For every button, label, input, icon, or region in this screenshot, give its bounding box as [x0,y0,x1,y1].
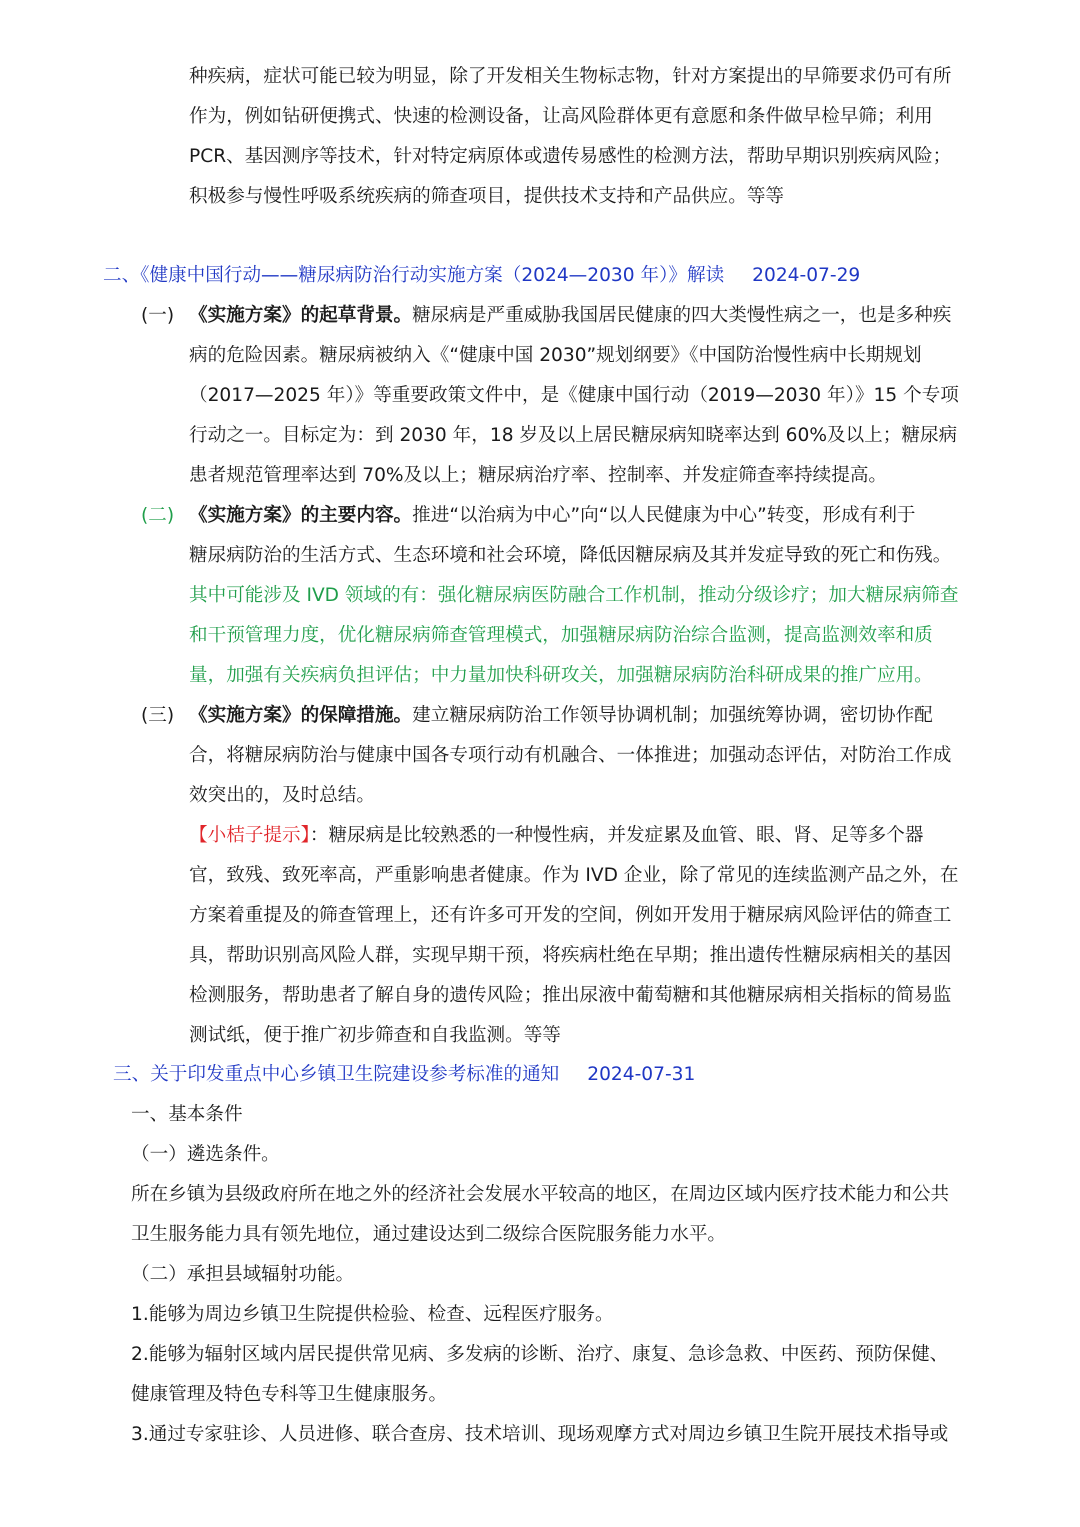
text-line: 合，将糖尿病防治与健康中国各专项行动有机融合、一体推进；加强动态评估，对防治工作成 [189,745,952,766]
text-line: 患者规范管理率达到 70%及以上；糖尿病治疗率、控制率、并发症筛查率持续提高。 [189,465,888,486]
subheading: 一、基本条件 [131,1104,243,1125]
item-marker: (三) [141,705,175,726]
text-line: 检测服务，帮助患者了解自身的遗传风险；推出尿液中葡萄糖和其他糖尿病相关指标的简易监 [189,985,952,1006]
text-line: 作为，例如钻研便携式、快速的检测设备，让高风险群体更有意愿和条件做早检早筛；利用 [189,106,933,127]
item-text: 建立糖尿病防治工作领导协调机制；加强统筹协调，密切协作配 [412,705,933,726]
highlight-line: 其中可能涉及 IVD 领域的有：强化糖尿病医防融合工作机制，推动分级诊疗；加大糖尿病筛查 [189,585,959,606]
text-line: 效突出的，及时总结。 [189,785,375,806]
text-line: 方案着重提及的筛查管理上，还有许多可开发的空间，例如开发用于糖尿病风险评估的筛查工 [189,905,952,926]
section-heading [113,1063,695,1087]
section-title: 二、《健康中国行动——糖尿病防治行动实施方案（2024—2030 年）》解读 [103,265,725,286]
text-line: PCR、基因测序等技术，针对特定病原体或遗传易感性的检测方法，帮助早期识别疾病风险； [189,146,952,167]
tip-label: 【小桔子提示】 [189,825,310,846]
section-date: 2024-07-29 [752,265,861,286]
text-line [189,304,951,328]
highlight-line: 和干预管理力度，优化糖尿病筛查管理模式，加强糖尿病防治综合监测，提高监测效率和质 [189,625,933,646]
text-line: （2017—2025 年）》等重要政策文件中，是《健康中国行动（2019—2030 年）》15 个专项 [189,385,959,406]
text-line [189,504,916,528]
item-title: 《实施方案》的起草背景。 [189,305,413,326]
item-marker: (一) [141,305,175,326]
item-title: 《实施方案》的主要内容。 [189,505,413,526]
text-line [189,824,923,848]
section-title: 三、关于印发重点中心乡镇卫生院建设参考标准的通知 [113,1064,560,1085]
item-title: 《实施方案》的保障措施。 [189,705,413,726]
tip-text: ：糖尿病是比较熟悉的一种慢性病，并发症累及血管、眼、肾、足等多个器 [309,825,924,846]
subheading: （二）承担县域辐射功能。 [131,1264,355,1285]
text-line: 种疾病，症状可能已较为明显，除了开发相关生物标志物，针对方案提出的早筛要求仍可有所 [189,66,952,87]
text-line: 3.通过专家驻诊、人员进修、联合查房、技术培训、现场观摩方式对周边乡镇卫生院开展技术指导或 [131,1424,949,1445]
text-line: 1.能够为周边乡镇卫生院提供检验、检查、远程医疗服务。 [131,1304,614,1325]
item-text: 糖尿病是严重威胁我国居民健康的四大类慢性病之一，也是多种疾 [412,305,952,326]
text-line: 病的危险因素。糖尿病被纳入《“健康中国 2030”规划纲要》《中国防治慢性病中长期规划 [189,345,922,366]
text-line [189,704,933,728]
text-line: 卫生服务能力具有领先地位，通过建设达到二级综合医院服务能力水平。 [131,1224,727,1245]
text-line: 健康管理及特色专科等卫生健康服务。 [131,1384,448,1405]
text-line: 糖尿病防治的生活方式、生态环境和社会环境，降低因糖尿病及其并发症导致的死亡和伤残。 [189,545,952,566]
text-line: 具，帮助识别高风险人群，实现早期干预，将疾病杜绝在早期；推出遗传性糖尿病相关的基因 [189,945,952,966]
text-line: 官，致残、致死率高，严重影响患者健康。作为 IVD 企业，除了常见的连续监测产品之外，在 [189,865,959,886]
item-marker: (二) [141,505,175,526]
highlight-line: 量，加强有关疾病负担评估；中力量加快科研攻关，加强糖尿病防治科研成果的推广应用。 [189,665,933,686]
section-date: 2024-07-31 [587,1064,696,1085]
section-heading [103,264,860,288]
item-text: 推进“以治病为中心”向“以人民健康为中心”转变，形成有利于 [412,505,916,526]
text-line: 所在乡镇为县级政府所在地之外的经济社会发展水平较高的地区，在周边区域内医疗技术能力和公共 [131,1184,950,1205]
text-line: 积极参与慢性呼吸系统疾病的筛查项目，提供技术支持和产品供应。等等 [189,186,785,207]
subheading: （一）遴选条件。 [131,1144,280,1165]
text-line: 行动之一。目标定为：到 2030 年，18 岁及以上居民糖尿病知晓率达到 60%及以上；糖尿病 [189,425,958,446]
text-line: 测试纸，便于推广初步筛查和自我监测。等等 [189,1025,561,1046]
text-line: 2.能够为辐射区域内居民提供常见病、多发病的诊断、治疗、康复、急诊急救、中医药、预防保健、 [131,1344,949,1365]
